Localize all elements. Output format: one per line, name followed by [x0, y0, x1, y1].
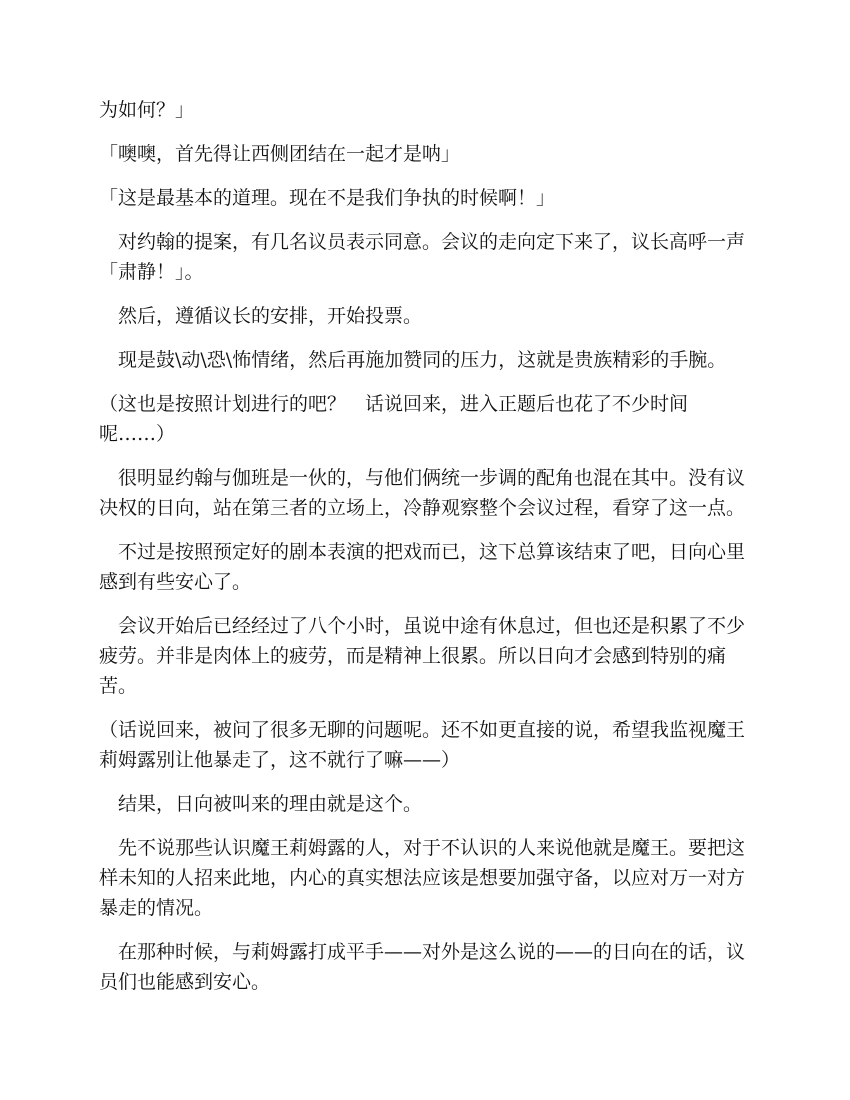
paragraph: 不过是按照预定好的剧本表演的把戏而已，这下总算该结束了吧，日向心里感到有些安心了。 [99, 541, 746, 593]
paragraph: 「这是最基本的道理。现在不是我们争执的时候啊！」 [99, 187, 556, 209]
paragraph: 很明显约翰与伽班是一伙的，与他们俩统一步调的配角也混在其中。没有议决权的日向，站在第三者的立场上，冷静观察整个会议过程，看穿了这一点。 [99, 467, 746, 519]
paragraph: 结果，日向被叫来的理由就是这个。 [99, 793, 423, 815]
paragraph: （这也是按照计划进行的吧？ 话说回来，进入正题后也花了不少时间呢……） [99, 393, 689, 445]
paragraph: 「噢噢，首先得让西侧团结在一起才是呐」 [99, 143, 461, 165]
paragraph: 在那种时候，与莉姆露打成平手——对外是这么说的——的日向在的话，议员们也能感到安心。 [99, 941, 746, 993]
paragraph: 对约翰的提案，有几名议员表示同意。会议的走向定下来了，议长高呼一声「肃静！」。 [99, 231, 746, 283]
paragraph: 先不说那些认识魔王莉姆露的人，对于不认识的人来说他就是魔王。要把这样未知的人招来此地，内心的真实想法应该是想要加强守备，以应对万一对方暴走的情况。 [99, 837, 746, 919]
paragraph: （话说回来，被问了很多无聊的问题呢。还不如更直接的说，希望我监视魔王莉姆露别让他暴走了，这不就行了嘛——） [99, 719, 746, 771]
document-body [99, 95, 754, 1011]
paragraph: 会议开始后已经经过了八个小时，虽说中途有休息过，但也还是积累了不少疲劳。并非是肉体上的疲劳，而是精神上很累。所以日向才会感到特别的痛苦。 [99, 615, 746, 697]
paragraph: 为如何？」 [99, 99, 195, 121]
paragraph: 然后，遵循议长的安排，开始投票。 [99, 305, 423, 327]
paragraph: 现是鼓\动\恐\怖情绪，然后再施加赞同的压力，这就是贵族精彩的手腕。 [99, 349, 727, 371]
